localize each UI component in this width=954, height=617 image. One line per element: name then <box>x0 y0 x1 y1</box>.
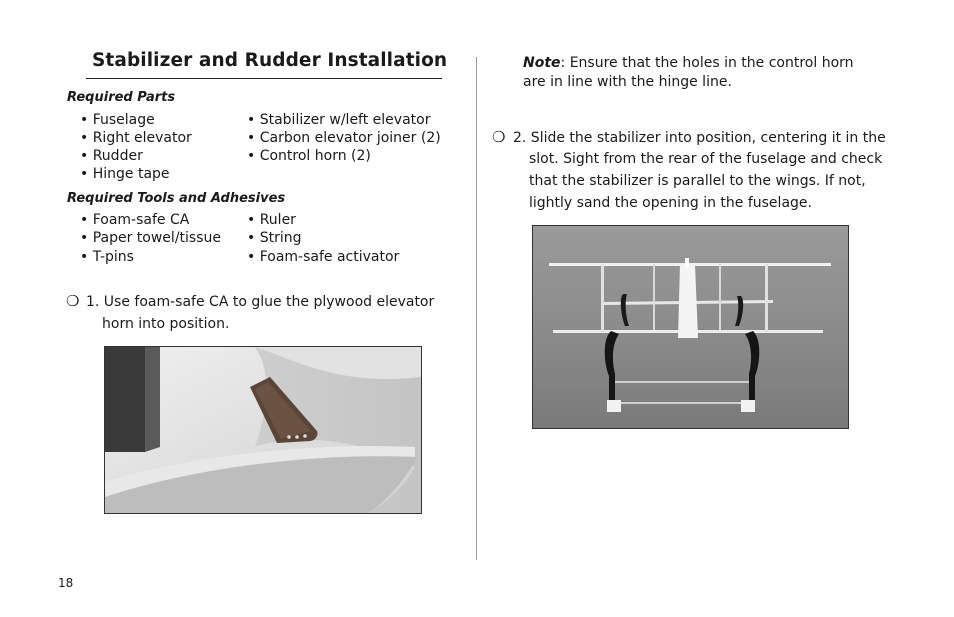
tools-item: • Ruler <box>247 212 296 228</box>
step2-text-line3: that the stabilizer is parallel to the wings. If not, <box>529 173 866 189</box>
title-underline <box>86 78 442 79</box>
step1-checkbox-icon[interactable]: ❍ <box>66 292 80 310</box>
parts-item: • Fuselage <box>80 112 155 128</box>
tools-item: • Foam-safe activator <box>247 249 400 265</box>
note-text: : Ensure that the holes in the control horn <box>560 55 854 71</box>
parts-item: • Hinge tape <box>80 166 170 182</box>
step2-text-line1: 2. Slide the stabilizer into position, centering it in the <box>513 130 886 146</box>
page-title: Stabilizer and Rudder Installation <box>92 50 448 71</box>
column-divider <box>476 57 477 560</box>
required-parts-heading: Required Parts <box>67 90 176 105</box>
step2-checkbox-icon[interactable]: ❍ <box>492 128 506 146</box>
biplane-stand-photo <box>532 225 849 429</box>
note-label: Note <box>523 55 561 71</box>
parts-item: • Carbon elevator joiner (2) <box>247 130 441 146</box>
tools-item: • String <box>247 230 302 246</box>
parts-item: • Right elevator <box>80 130 192 146</box>
step1-text-line1: 1. Use foam-safe CA to glue the plywood elevator <box>86 294 435 310</box>
tools-item: • Foam-safe CA <box>80 212 190 228</box>
step2-text-line2: slot. Sight from the rear of the fuselage and check <box>529 151 883 167</box>
step1-text-line2: horn into position. <box>102 316 230 332</box>
step2-text-line4: lightly sand the opening in the fuselage. <box>529 195 812 211</box>
required-tools-heading: Required Tools and Adhesives <box>67 191 286 206</box>
parts-item: • Rudder <box>80 148 143 164</box>
parts-item: • Control horn (2) <box>247 148 371 164</box>
parts-item: • Stabilizer w/left elevator <box>247 112 431 128</box>
elevator-horn-photo <box>104 346 422 514</box>
tools-item: • T-pins <box>80 249 134 265</box>
note-line2: are in line with the hinge line. <box>523 74 732 90</box>
page-number: 18 <box>58 576 74 590</box>
tools-item: • Paper towel/tissue <box>80 230 221 246</box>
